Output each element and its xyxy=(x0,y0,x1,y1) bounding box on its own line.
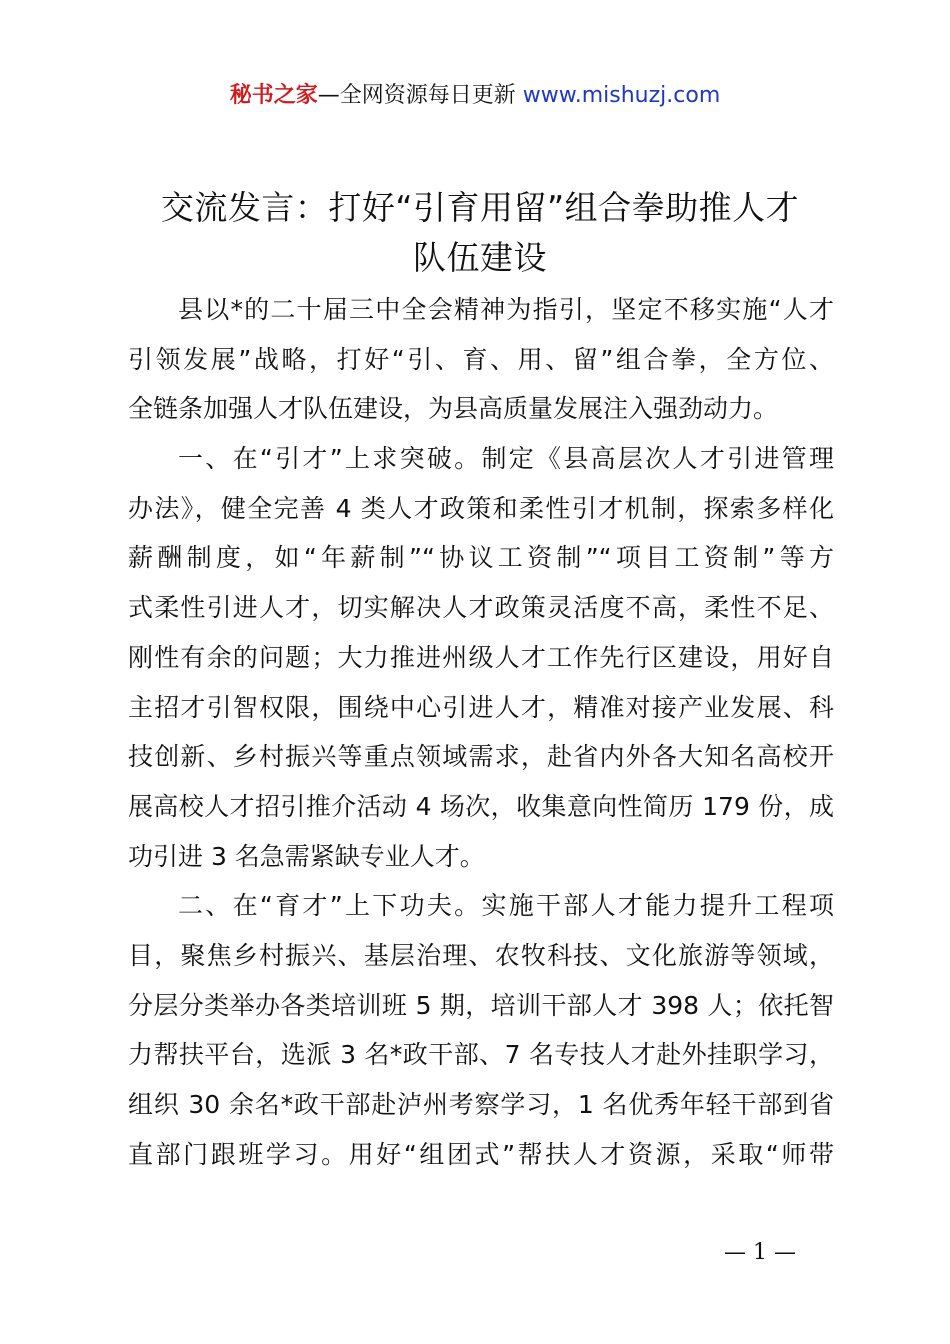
document-body xyxy=(128,285,834,1179)
body-line: 县以*的二十届三中全会精神为指引，坚定不移实施“人才 xyxy=(178,295,834,324)
page-number: — 1 — xyxy=(724,1240,796,1265)
title-line: 队伍建设 xyxy=(413,238,547,277)
body-line: 办法》，健全完善 4 类人才政策和柔性引才机制，探索多样化 xyxy=(128,493,834,523)
body-line: 主招才引智权限，围绕中心引进人才，精准对接产业发展、科 xyxy=(128,692,834,722)
body-line: 技创新、乡村振兴等重点领域需求，赴省内外各大知名高校开 xyxy=(128,742,834,772)
body-line: 一、在“引才”上求突破。制定《县高层次人才引进管理 xyxy=(178,444,834,474)
title-line: 交流发言：打好“引育用留”组合拳助推人才 xyxy=(160,188,800,227)
body-line: 目，聚焦乡村振兴、基层治理、农牧科技、文化旅游等领域， xyxy=(128,940,834,970)
body-line: 二、在“育才”上下功夫。实施干部人才能力提升工程项 xyxy=(178,891,834,921)
site-tagline: —全网资源每日更新 xyxy=(317,83,516,108)
body-line: 力帮扶平台，选派 3 名*政干部、7 名专技人才赴外挂职学习， xyxy=(128,1040,834,1070)
body-line: 直部门跟班学习。用好“组团式”帮扶人才资源，采取“师带 xyxy=(128,1139,834,1169)
body-line: 组织 30 余名*政干部赴泸州考察学习，1 名优秀年轻干部到省 xyxy=(128,1090,834,1119)
site-url-link[interactable]: www.mishuzj.com xyxy=(522,83,721,108)
body-line: 分层分类举办各类培训班 5 期，培训干部人才 398 人；依托智 xyxy=(128,990,834,1020)
body-line: 薪酬制度，如“年薪制”“协议工资制”“项目工资制”等方 xyxy=(128,543,834,573)
document-title xyxy=(110,183,850,283)
site-brand: 秘书之家 xyxy=(229,83,318,108)
body-line: 展高校人才招引推介活动 4 场次，收集意向性简历 179 份，成 xyxy=(128,791,834,821)
body-line: 引领发展”战略，打好“引、育、用、留”组合拳，全方位、 xyxy=(128,344,834,374)
body-line: 式柔性引进人才，切实解决人才政策灵活度不高，柔性不足、 xyxy=(128,593,834,623)
body-line: 功引进 3 名急需紧缺专业人才。 xyxy=(128,841,485,871)
site-header xyxy=(0,80,950,112)
body-line: 全链条加强人才队伍建设，为县高质量发展注入强劲动力。 xyxy=(128,394,779,424)
body-line: 刚性有余的问题；大力推进州级人才工作先行区建设，用好自 xyxy=(128,642,834,672)
